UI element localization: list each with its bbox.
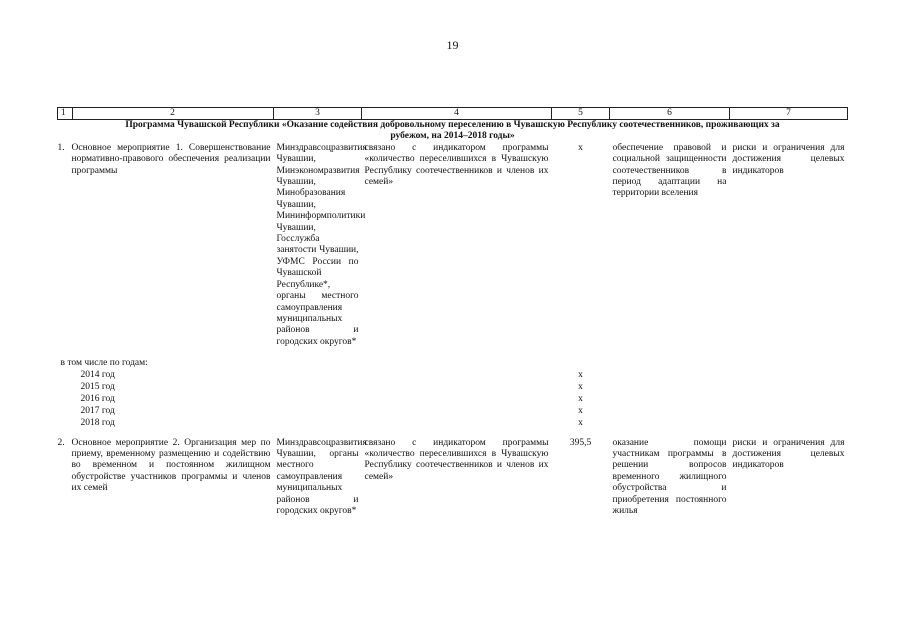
funding-value: 395,5 [569, 437, 592, 448]
years-breakdown-row [58, 348, 848, 437]
year-value: x [578, 370, 583, 381]
result-text: обеспечение правовой и социальной защищенности соотечественников в период адаптации на территории вселения [612, 142, 727, 199]
column-header: 6 [610, 108, 730, 120]
column-header: 7 [730, 108, 848, 120]
activity-text: Основное мероприятие 1. Совершенствование нормативно-правового обеспечения реализации программы [71, 142, 271, 176]
year-label: 2018 год [80, 417, 115, 428]
year-label: 2017 год [80, 405, 115, 416]
program-title-row [58, 120, 848, 143]
activity-text: Основное мероприятие 2. Организация мер по приему, временному размещению и содействию во временном и постоянном жилищном обустройстве участников программы и членов их семей [71, 437, 271, 494]
year-value: x [578, 394, 583, 405]
risks-text: риски и ограничения для достижения целевых индикаторов [732, 437, 845, 471]
program-title: Программа Чувашской Республики «Оказание содействия добровольному переселению в Чувашскую Республику соотечественников, проживающих за рубежом, на 2014–2018 годы» [125, 120, 780, 142]
indicator-text: связано с индикатором программы «количество переселившихся в Чувашскую Республику соотечественников и членов их семей» [364, 437, 549, 482]
risks-text: риски и ограничения для достижения целевых индикаторов [732, 142, 845, 176]
row-number: 1. [57, 142, 65, 153]
year-value: x [578, 418, 583, 429]
table-row [58, 143, 848, 348]
column-header: 3 [274, 108, 362, 120]
executors-text: Минздравсоцразвития Чувашии, Минэкономразвития Чувашии, Минобразования Чувашии, Мининформполитики Чувашии, Госслужба занятости Чувашии, УФМС России по Чувашской Республике*, органы местного самоуправления муниципальных районов и городских округов* [276, 142, 367, 347]
table-row [58, 438, 848, 518]
column-header: 2 1 [58, 108, 274, 120]
column-header: 5 [552, 108, 610, 120]
program-table [57, 107, 848, 517]
column-header: 4 [362, 108, 552, 120]
year-label: 2016 год [80, 393, 115, 404]
by-years-label: в том числе по годам: [60, 358, 148, 369]
year-value: x [578, 382, 583, 393]
column-numbers-row [58, 108, 848, 120]
year-label: 2015 год [80, 381, 115, 392]
funding-value: x [578, 142, 583, 153]
page-number: 19 [446, 38, 459, 52]
indicator-text: связано с индикатором программы «количество переселившихся в Чувашскую Республику соотечественников и членов их семей» [364, 142, 549, 188]
result-text: оказание помощи участникам программы в решении вопросов временного жилищного обустройства и приобретения постоянного жилья [612, 437, 727, 516]
row-number: 2. [57, 437, 65, 448]
executors-text: Минздравсоцразвития Чувашии, органы местного самоуправления муниципальных районов и городских округов* [276, 437, 367, 516]
year-label: 2014 год [80, 369, 115, 380]
year-value: x [578, 406, 583, 417]
